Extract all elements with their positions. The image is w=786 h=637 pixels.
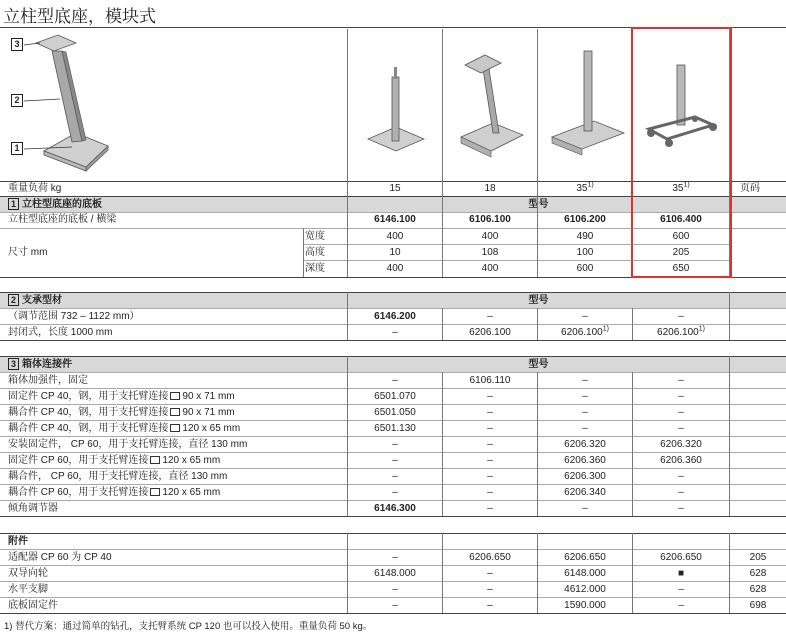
dim-value: 400: [481, 231, 499, 242]
s3-value: 6206.300: [564, 471, 606, 482]
stand-diagram: [0, 29, 346, 181]
s3-row-label: 箱体加强件，固定: [8, 375, 88, 386]
s3-value: –: [487, 503, 493, 514]
s1-code: 6146.100: [374, 214, 416, 225]
product-image-6146: [348, 29, 443, 181]
s3-value: 6106.110: [469, 375, 511, 386]
s2-value: –: [582, 311, 588, 322]
s3-value: –: [678, 391, 684, 402]
col-divider: [347, 356, 348, 516]
dim-label: 尺寸 mm: [8, 247, 48, 258]
section-2-type-label: 型号: [528, 295, 549, 306]
s3-value: 6206.320: [660, 439, 702, 450]
s3-row-label: 安装固定件， CP 60，用于支托臂连接，直径 130 mm: [8, 439, 248, 450]
dim-value: 490: [576, 231, 594, 242]
s3-value: –: [582, 407, 588, 418]
s3-value: –: [487, 471, 493, 482]
s3-value: –: [678, 407, 684, 418]
s3-value: –: [678, 375, 684, 386]
acc-value: 6206.650: [660, 552, 702, 563]
highlight-frame: [631, 27, 732, 278]
product-image-6106-200: [538, 29, 633, 181]
diagram-label-1: 1: [11, 142, 23, 155]
rect-icon: [170, 392, 180, 400]
s3-value: –: [392, 471, 398, 482]
acc-value: –: [678, 600, 684, 611]
s3-value: –: [487, 487, 493, 498]
col-divider: [537, 372, 538, 516]
acc-row-label: 水平支脚: [8, 584, 48, 595]
s2-value: –: [392, 327, 398, 338]
acc-value: ■: [677, 568, 685, 579]
acc-value: –: [487, 568, 493, 579]
s3-value: 6146.300: [374, 503, 416, 514]
acc-row-label: 双导向轮: [8, 568, 48, 579]
product-image-6106-100: [443, 29, 538, 181]
col-divider: [729, 292, 730, 340]
s2-value: 6206.100$^{1)}$: [561, 325, 609, 338]
row-rule: [0, 340, 786, 341]
acc-value: 1590.000: [564, 600, 606, 611]
s3-row-label: 倾角调节器: [8, 503, 58, 514]
section-1-title: 1 立柱型底座的底板: [8, 197, 102, 212]
col-divider: [442, 533, 443, 613]
dim-value: 600: [672, 231, 690, 242]
s3-value: –: [487, 407, 493, 418]
col-divider: [632, 372, 633, 516]
dim-value: 205: [672, 247, 690, 258]
s3-value: –: [582, 375, 588, 386]
s2-row-label: 封闭式，长度 1000 mm: [8, 327, 113, 338]
s3-row-label: 耦合件， CP 60，用于支托臂连接，直径 130 mm: [8, 471, 228, 482]
dim-value: 400: [481, 263, 499, 274]
s3-value: –: [487, 455, 493, 466]
acc-page: 628: [749, 568, 767, 579]
s3-row-label: 固定件 CP 60，用于支托臂连接 120 x 65 mm: [8, 455, 221, 466]
s3-value: –: [582, 423, 588, 434]
acc-value: 6206.650: [564, 552, 606, 563]
rect-icon: [170, 408, 180, 416]
col-divider: [347, 181, 348, 277]
s3-value: –: [678, 423, 684, 434]
rect-icon: [150, 456, 160, 464]
s3-value: –: [392, 439, 398, 450]
dim-value: 108: [481, 247, 499, 258]
acc-page: 205: [749, 552, 767, 563]
col-divider: [347, 292, 348, 340]
page-col-header: 页码: [740, 183, 760, 194]
s2-value: 6146.200: [374, 311, 416, 322]
s3-value: –: [678, 487, 684, 498]
section-1-type-label: 型号: [528, 199, 549, 210]
page-title: 立柱型底座，模块式: [3, 7, 156, 26]
acc-page: 628: [749, 584, 767, 595]
acc-value: –: [392, 600, 398, 611]
s3-value: 6501.050: [374, 407, 416, 418]
s3-value: –: [392, 375, 398, 386]
col-divider: [537, 29, 538, 181]
acc-value: 6148.000: [374, 568, 416, 579]
acc-value: 6148.000: [564, 568, 606, 579]
s3-value: –: [392, 487, 398, 498]
s1-code: 6106.200: [564, 214, 606, 225]
rect-icon: [150, 488, 160, 496]
s2-value: 6206.100: [469, 327, 511, 338]
col-divider: [442, 308, 443, 340]
s3-value: 6501.130: [374, 423, 416, 434]
load-value: 35$^{1)}$: [576, 181, 594, 194]
s3-value: –: [582, 503, 588, 514]
load-value: 35$^{1)}$: [672, 181, 690, 194]
row-rule: [0, 613, 786, 614]
s3-value: 6206.340: [564, 487, 606, 498]
col-divider: [442, 372, 443, 516]
col-divider: [632, 533, 633, 613]
col-divider: [729, 533, 730, 613]
s1-row-label: 立柱型底座的底板 / 横梁: [8, 214, 117, 225]
s3-value: –: [392, 455, 398, 466]
diagram-label-3: 3: [11, 38, 23, 51]
acc-row-label: 适配器 CP 60 为 CP 40: [8, 552, 112, 563]
dim-value: 400: [386, 231, 404, 242]
section-3-type-label: 型号: [528, 359, 549, 370]
acc-value: –: [392, 552, 398, 563]
s3-row-label: 耦合件 CP 40，钢，用于支托臂连接 120 x 65 mm: [8, 423, 241, 434]
dim-value: 10: [389, 247, 401, 258]
dim-value: 650: [672, 263, 690, 274]
col-divider: [537, 308, 538, 340]
row-rule: [0, 533, 786, 534]
dim-value: 100: [576, 247, 594, 258]
diagram-label-2: 2: [11, 94, 23, 107]
s3-value: –: [678, 503, 684, 514]
col-divider: [537, 181, 538, 277]
s3-value: 6206.320: [564, 439, 606, 450]
s3-row-label: 耦合件 CP 40，钢，用于支托臂连接 90 x 71 mm: [8, 407, 235, 418]
col-divider: [632, 308, 633, 340]
col-divider: [729, 356, 730, 516]
s1-code: 6106.100: [469, 214, 511, 225]
load-value: 18: [484, 183, 496, 194]
dim-value: 400: [386, 263, 404, 274]
dim-row-label: 宽度: [305, 231, 325, 242]
acc-value: –: [678, 584, 684, 595]
col-divider: [347, 29, 348, 181]
col-divider: [303, 228, 304, 277]
section-3-title: 3 箱体连接件: [8, 357, 72, 372]
dim-row-label: 深度: [305, 263, 325, 274]
s2-value: 6206.100$^{1)}$: [657, 325, 705, 338]
col-divider: [442, 181, 443, 277]
s3-value: –: [487, 391, 493, 402]
rect-icon: [170, 424, 180, 432]
s2-value: –: [678, 311, 684, 322]
s3-row-label: 固定件 CP 40，钢，用于支托臂连接 90 x 71 mm: [8, 391, 235, 402]
s2-value: –: [487, 311, 493, 322]
s3-value: –: [678, 471, 684, 482]
dim-value: 600: [576, 263, 594, 274]
s3-value: –: [582, 391, 588, 402]
acc-row-label: 底板固定件: [8, 600, 58, 611]
s3-value: –: [487, 423, 493, 434]
s3-row-label: 耦合件 CP 60，用于支托臂连接 120 x 65 mm: [8, 487, 221, 498]
s3-value: 6206.360: [564, 455, 606, 466]
load-label: 重量负荷 kg: [8, 183, 62, 194]
acc-value: –: [392, 584, 398, 595]
col-divider: [347, 533, 348, 613]
acc-value: 6206.650: [469, 552, 511, 563]
row-rule: [0, 516, 786, 517]
section-2-title: 2 支承型材: [8, 293, 62, 308]
accessories-title: 附件: [8, 536, 28, 547]
s3-value: 6501.070: [374, 391, 416, 402]
acc-value: –: [487, 600, 493, 611]
s3-value: 6206.360: [660, 455, 702, 466]
footnote: 1) 替代方案：通过简单的钻孔，支托臂系统 CP 120 也可以投入使用。重量负荷 50 kg。: [4, 621, 373, 632]
acc-value: –: [487, 584, 493, 595]
col-divider: [442, 29, 443, 181]
col-divider: [537, 533, 538, 613]
s3-value: –: [487, 439, 493, 450]
s2-row-label: （调节范围 732 – 1122 mm）: [8, 311, 140, 322]
load-value: 15: [389, 183, 401, 194]
acc-page: 698: [749, 600, 767, 611]
s1-code: 6106.400: [660, 214, 702, 225]
acc-value: 4612.000: [564, 584, 606, 595]
dim-row-label: 高度: [305, 247, 325, 258]
